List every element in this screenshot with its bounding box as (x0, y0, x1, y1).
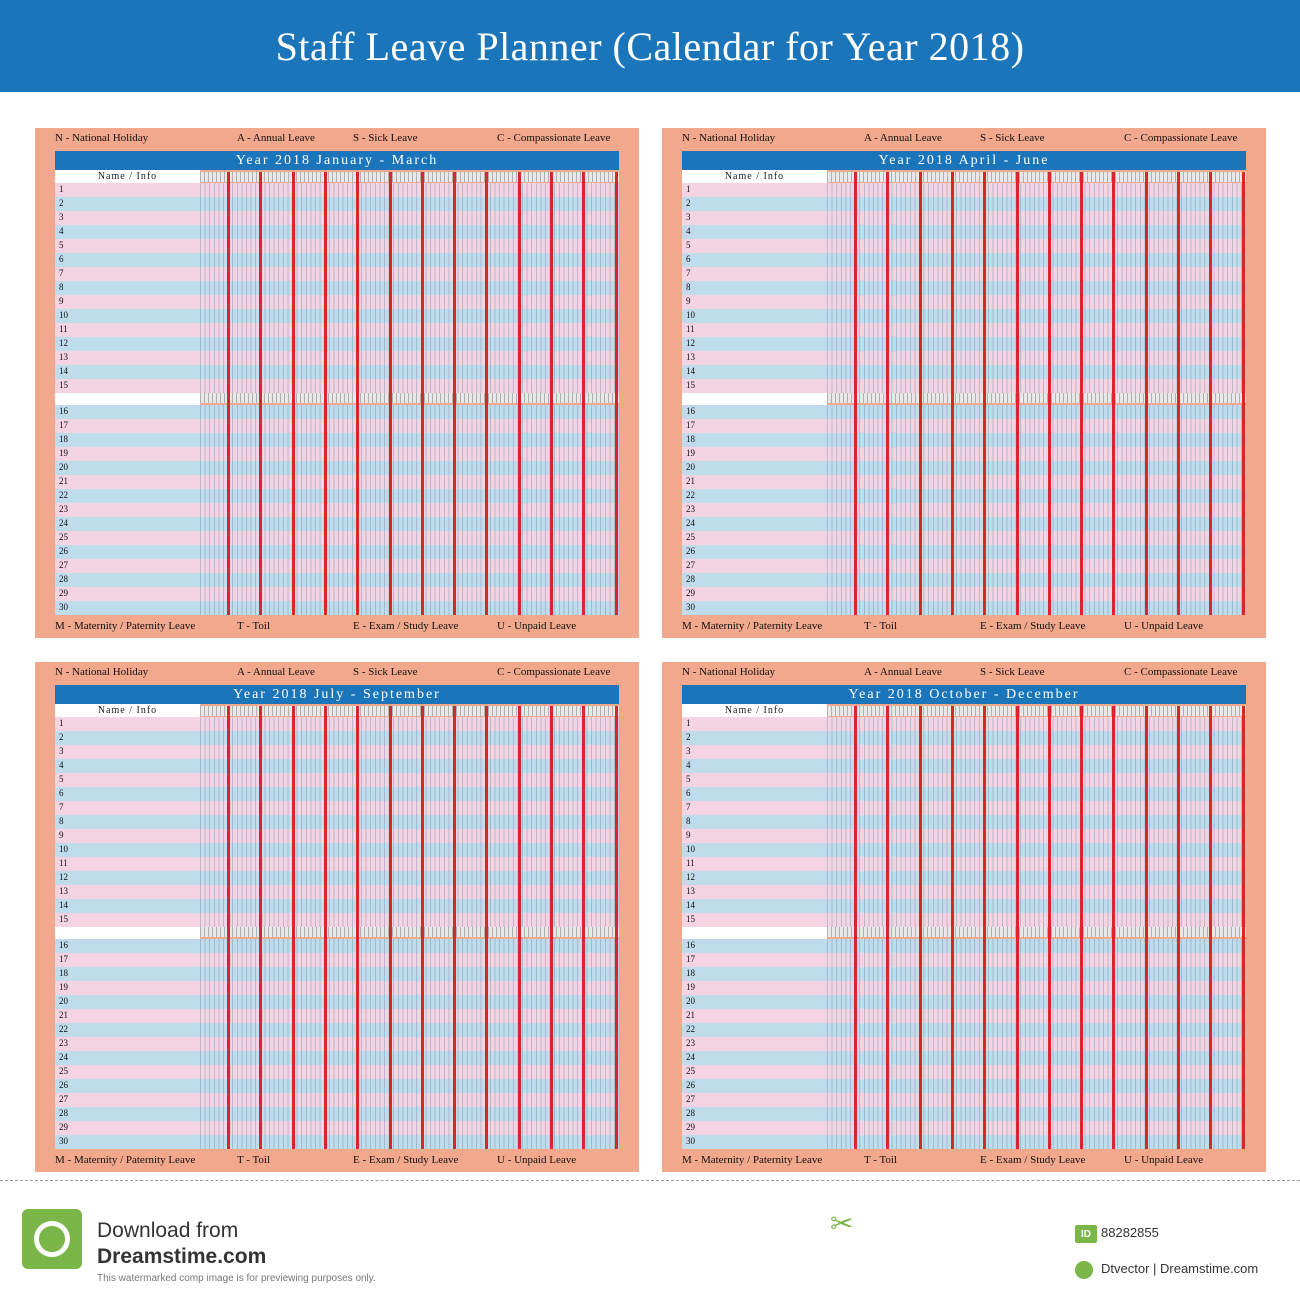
week-divider (1242, 706, 1245, 1149)
row-number: 30 (59, 602, 68, 612)
row-number: 10 (59, 844, 68, 854)
name-info-header: Name / Info (682, 170, 827, 183)
day-grid (200, 183, 619, 393)
week-divider (919, 172, 922, 615)
row-number: 3 (59, 746, 64, 756)
days-header-strip (827, 706, 1246, 716)
row-number: 17 (59, 954, 68, 964)
row-number: 14 (686, 366, 695, 376)
week-divider (389, 172, 392, 615)
row-number: 19 (686, 982, 695, 992)
name-info-header: Name / Info (682, 704, 827, 717)
week-divider (292, 172, 295, 615)
week-divider (259, 172, 262, 615)
row-number: 10 (686, 844, 695, 854)
download-line-1: Download from (97, 1219, 239, 1242)
row-number: 19 (686, 448, 695, 458)
row-number: 8 (686, 816, 691, 826)
day-grid (200, 939, 619, 1149)
section-separator (682, 927, 827, 939)
row-number: 9 (686, 296, 691, 306)
legend-exam-leave: E - Exam / Study Leave (353, 1154, 459, 1166)
row-number: 21 (686, 476, 695, 486)
row-number: 17 (686, 420, 695, 430)
day-grid (200, 405, 619, 615)
row-number: 30 (59, 1136, 68, 1146)
legend-toil: T - Toil (237, 620, 271, 632)
row-number: 13 (686, 352, 695, 362)
row-number: 30 (686, 1136, 695, 1146)
planner-panel (35, 662, 639, 1172)
row-number: 10 (59, 310, 68, 320)
author-icon (1075, 1261, 1093, 1279)
id-badge: ID (1075, 1225, 1097, 1243)
row-number: 16 (59, 406, 68, 416)
name-info-header: Name / Info (55, 704, 200, 717)
day-grid (827, 939, 1246, 1149)
week-divider (615, 706, 618, 1149)
row-number: 13 (59, 352, 68, 362)
days-header-strip (827, 393, 1246, 403)
legend-unpaid-leave: U - Unpaid Leave (1124, 620, 1204, 632)
row-number: 24 (59, 1052, 68, 1062)
legend-unpaid-leave: U - Unpaid Leave (497, 1154, 577, 1166)
legend-exam-leave: E - Exam / Study Leave (980, 1154, 1086, 1166)
row-number: 16 (59, 940, 68, 950)
week-divider (983, 172, 986, 615)
quarter-title: Year 2018 April - June (682, 151, 1246, 170)
row-number: 25 (59, 532, 68, 542)
row-number: 26 (686, 546, 695, 556)
row-number: 29 (59, 1122, 68, 1132)
row-number: 22 (686, 490, 695, 500)
row-number: 14 (686, 900, 695, 910)
week-divider (1048, 172, 1051, 615)
row-number: 11 (686, 324, 695, 334)
row-number: 10 (686, 310, 695, 320)
row-number: 15 (59, 380, 68, 390)
section-separator (55, 393, 200, 405)
row-number: 20 (59, 996, 68, 1006)
legend-maternity-leave: M - Maternity / Paternity Leave (682, 1154, 823, 1166)
week-divider (1209, 706, 1212, 1149)
row-number: 21 (59, 1010, 68, 1020)
legend-compassionate-leave: C - Compassionate Leave (1124, 132, 1238, 144)
week-divider (485, 172, 488, 615)
row-number: 28 (59, 574, 68, 584)
days-header-strip (200, 393, 619, 403)
row-number: 23 (686, 1038, 695, 1048)
legend-maternity-leave: M - Maternity / Paternity Leave (682, 620, 823, 632)
section-separator (682, 393, 827, 405)
row-number: 29 (686, 1122, 695, 1132)
week-divider (485, 706, 488, 1149)
download-line-2[interactable]: Dreamstime.com (97, 1245, 267, 1268)
day-grid (827, 405, 1246, 615)
row-number: 6 (59, 788, 64, 798)
row-number: 28 (59, 1108, 68, 1118)
week-divider (227, 706, 230, 1149)
days-header-strip (200, 927, 619, 937)
row-number: 6 (686, 788, 691, 798)
row-number: 13 (686, 886, 695, 896)
quarter-title: Year 2018 July - September (55, 685, 619, 704)
row-number: 8 (59, 816, 64, 826)
row-number: 16 (686, 406, 695, 416)
legend-exam-leave: E - Exam / Study Leave (980, 620, 1086, 632)
week-divider (951, 706, 954, 1149)
day-grid (827, 717, 1246, 927)
planner-panel (662, 662, 1266, 1172)
week-divider (1016, 172, 1019, 615)
week-divider (1177, 706, 1180, 1149)
day-grid (200, 717, 619, 927)
legend-compassionate-leave: C - Compassionate Leave (497, 666, 611, 678)
week-divider (227, 172, 230, 615)
row-number: 22 (59, 490, 68, 500)
week-divider (550, 706, 553, 1149)
week-divider (292, 706, 295, 1149)
row-number: 15 (59, 914, 68, 924)
week-divider (550, 172, 553, 615)
author-credit[interactable]: Dtvector | Dreamstime.com (1101, 1261, 1259, 1276)
row-number: 15 (686, 380, 695, 390)
row-number: 4 (59, 226, 64, 236)
page-title: Staff Leave Planner (Calendar for Year 2018) (0, 0, 1300, 92)
week-divider (1048, 706, 1051, 1149)
planner-panel (35, 128, 639, 638)
row-number: 19 (59, 982, 68, 992)
days-header-strip (827, 927, 1246, 937)
row-number: 18 (59, 968, 68, 978)
row-number: 2 (686, 732, 691, 742)
row-number: 27 (59, 560, 68, 570)
row-number: 14 (59, 900, 68, 910)
week-divider (421, 706, 424, 1149)
row-number: 24 (686, 518, 695, 528)
legend-compassionate-leave: C - Compassionate Leave (497, 132, 611, 144)
row-number: 12 (686, 872, 695, 882)
legend-national-holiday: N - National Holiday (55, 666, 149, 678)
week-divider (1145, 172, 1148, 615)
legend-sick-leave: S - Sick Leave (980, 666, 1045, 678)
week-divider (453, 706, 456, 1149)
row-number: 9 (59, 296, 64, 306)
row-number: 16 (686, 940, 695, 950)
row-number: 3 (686, 746, 691, 756)
day-grid (827, 183, 1246, 393)
row-number: 11 (59, 858, 68, 868)
week-divider (951, 172, 954, 615)
footer (0, 1180, 1300, 1298)
days-header-strip (200, 172, 619, 182)
legend-toil: T - Toil (864, 1154, 898, 1166)
row-number: 5 (686, 240, 691, 250)
row-number: 24 (59, 518, 68, 528)
row-number: 23 (59, 504, 68, 514)
row-number: 1 (686, 184, 691, 194)
row-number: 23 (59, 1038, 68, 1048)
row-number: 5 (59, 774, 64, 784)
week-divider (886, 172, 889, 615)
legend-toil: T - Toil (864, 620, 898, 632)
row-number: 28 (686, 574, 695, 584)
row-number: 24 (686, 1052, 695, 1062)
row-number: 4 (686, 226, 691, 236)
row-number: 9 (59, 830, 64, 840)
row-number: 29 (59, 588, 68, 598)
row-number: 2 (59, 732, 64, 742)
row-number: 18 (686, 968, 695, 978)
week-divider (518, 172, 521, 615)
row-number: 29 (686, 588, 695, 598)
week-divider (421, 172, 424, 615)
row-number: 2 (59, 198, 64, 208)
row-number: 26 (686, 1080, 695, 1090)
quarter-title: Year 2018 October - December (682, 685, 1246, 704)
week-divider (1112, 706, 1115, 1149)
row-number: 4 (59, 760, 64, 770)
week-divider (886, 706, 889, 1149)
row-number: 17 (59, 420, 68, 430)
week-divider (582, 172, 585, 615)
row-number: 23 (686, 504, 695, 514)
legend-toil: T - Toil (237, 1154, 271, 1166)
row-number: 18 (686, 434, 695, 444)
week-divider (1177, 172, 1180, 615)
row-number: 22 (59, 1024, 68, 1034)
row-number: 7 (686, 268, 691, 278)
row-number: 5 (59, 240, 64, 250)
week-divider (615, 172, 618, 615)
row-number: 9 (686, 830, 691, 840)
row-number: 4 (686, 760, 691, 770)
week-divider (983, 706, 986, 1149)
week-divider (1080, 706, 1083, 1149)
row-number: 13 (59, 886, 68, 896)
row-number: 27 (686, 560, 695, 570)
row-number: 20 (686, 462, 695, 472)
week-divider (1080, 172, 1083, 615)
row-number: 7 (59, 268, 64, 278)
week-divider (453, 172, 456, 615)
legend-unpaid-leave: U - Unpaid Leave (1124, 1154, 1204, 1166)
row-number: 12 (59, 338, 68, 348)
legend-maternity-leave: M - Maternity / Paternity Leave (55, 1154, 196, 1166)
row-number: 27 (59, 1094, 68, 1104)
week-divider (582, 706, 585, 1149)
days-header-strip (827, 172, 1246, 182)
disclaimer: This watermarked comp image is for previewing purposes only. (97, 1273, 376, 1284)
planner-panel (662, 128, 1266, 638)
row-number: 6 (686, 254, 691, 264)
week-divider (259, 706, 262, 1149)
week-divider (1242, 172, 1245, 615)
row-number: 11 (59, 324, 68, 334)
row-number: 3 (59, 212, 64, 222)
row-number: 30 (686, 602, 695, 612)
row-number: 12 (59, 872, 68, 882)
row-number: 1 (59, 718, 64, 728)
row-number: 22 (686, 1024, 695, 1034)
row-number: 2 (686, 198, 691, 208)
row-number: 8 (686, 282, 691, 292)
row-number: 1 (59, 184, 64, 194)
row-number: 28 (686, 1108, 695, 1118)
legend-annual-leave: A - Annual Leave (237, 132, 315, 144)
row-number: 8 (59, 282, 64, 292)
legend-sick-leave: S - Sick Leave (353, 666, 418, 678)
legend-national-holiday: N - National Holiday (682, 132, 776, 144)
days-header-strip (200, 706, 619, 716)
row-number: 7 (686, 802, 691, 812)
legend-compassionate-leave: C - Compassionate Leave (1124, 666, 1238, 678)
week-divider (356, 172, 359, 615)
week-divider (1145, 706, 1148, 1149)
week-divider (324, 172, 327, 615)
row-number: 20 (686, 996, 695, 1006)
week-divider (389, 706, 392, 1149)
legend-annual-leave: A - Annual Leave (864, 666, 942, 678)
legend-annual-leave: A - Annual Leave (864, 132, 942, 144)
week-divider (518, 706, 521, 1149)
row-number: 20 (59, 462, 68, 472)
row-number: 18 (59, 434, 68, 444)
row-number: 19 (59, 448, 68, 458)
row-number: 21 (59, 476, 68, 486)
legend-national-holiday: N - National Holiday (682, 666, 776, 678)
dreamstime-logo-icon (22, 1209, 82, 1269)
row-number: 14 (59, 366, 68, 376)
week-divider (1209, 172, 1212, 615)
row-number: 11 (686, 858, 695, 868)
row-number: 7 (59, 802, 64, 812)
row-number: 21 (686, 1010, 695, 1020)
row-number: 25 (59, 1066, 68, 1076)
week-divider (919, 706, 922, 1149)
row-number: 5 (686, 774, 691, 784)
row-number: 6 (59, 254, 64, 264)
legend-exam-leave: E - Exam / Study Leave (353, 620, 459, 632)
image-id: 88282855 (1101, 1225, 1159, 1240)
row-number: 26 (59, 546, 68, 556)
week-divider (854, 706, 857, 1149)
legend-unpaid-leave: U - Unpaid Leave (497, 620, 577, 632)
legend-national-holiday: N - National Holiday (55, 132, 149, 144)
name-info-header: Name / Info (55, 170, 200, 183)
row-number: 15 (686, 914, 695, 924)
week-divider (356, 706, 359, 1149)
row-number: 3 (686, 212, 691, 222)
row-number: 25 (686, 1066, 695, 1076)
legend-annual-leave: A - Annual Leave (237, 666, 315, 678)
legend-sick-leave: S - Sick Leave (980, 132, 1045, 144)
legend-sick-leave: S - Sick Leave (353, 132, 418, 144)
row-number: 27 (686, 1094, 695, 1104)
week-divider (1112, 172, 1115, 615)
row-number: 1 (686, 718, 691, 728)
row-number: 12 (686, 338, 695, 348)
section-separator (55, 927, 200, 939)
row-number: 25 (686, 532, 695, 542)
row-number: 26 (59, 1080, 68, 1090)
legend-maternity-leave: M - Maternity / Paternity Leave (55, 620, 196, 632)
week-divider (1016, 706, 1019, 1149)
scissors-icon: ✂ (830, 1208, 854, 1239)
quarter-title: Year 2018 January - March (55, 151, 619, 170)
week-divider (324, 706, 327, 1149)
week-divider (854, 172, 857, 615)
row-number: 17 (686, 954, 695, 964)
